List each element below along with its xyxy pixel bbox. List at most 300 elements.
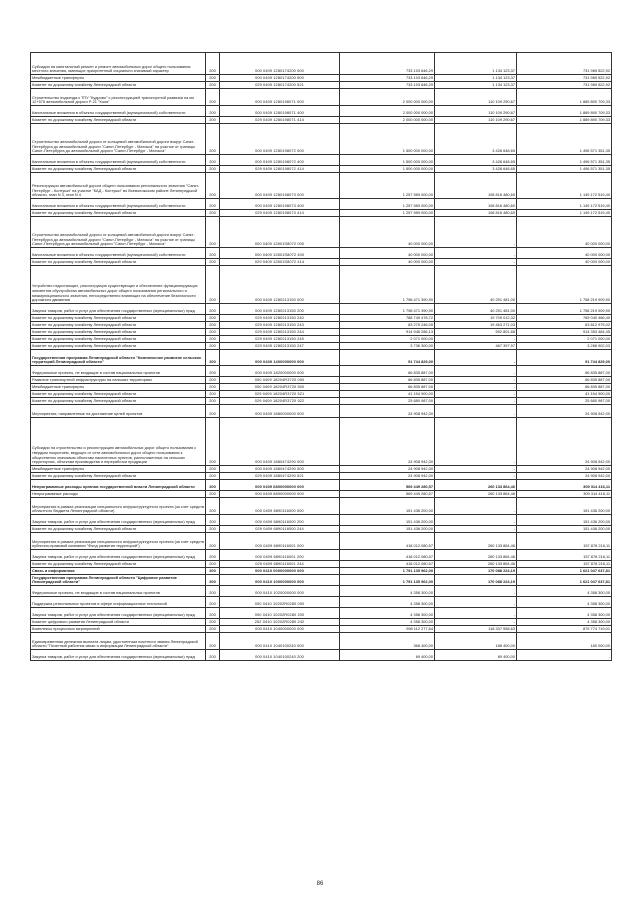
row-budget-code-cell: 029 0409 1280213150 247 xyxy=(220,343,340,350)
row-budget-code-cell: 029 0409 12801S8072 414 xyxy=(220,259,340,266)
table-row xyxy=(31,575,612,586)
row-name-cell: Поддержка региональных проектов в сфере информационных технологий xyxy=(31,597,206,608)
row-budget-code-cell: 029 0409 6890116000 244 xyxy=(220,526,340,533)
row-executed-cell: - xyxy=(435,498,517,515)
row-executed-cell: 260 133 864,46 xyxy=(435,561,517,568)
row-executed-cell: 3 428 648,65 xyxy=(435,124,517,155)
table-row xyxy=(31,498,612,515)
table-row xyxy=(31,619,612,626)
row-name-cell: Реконструкция автомобильной дороги общего пользования регионального значения "Санкт-Петербург - Колтуши" на участке "КАД - Колтуши" во Всеволожском районе Ленинградской области, этап N 3, этап N 4 xyxy=(31,173,206,199)
row-line-code-cell: 200 xyxy=(206,248,220,259)
row-line-code-cell: 200 xyxy=(206,533,220,550)
row-name-cell: Устройство недостающих, реконструкция существующих и обеспечение функционирующих элементов обустройства автомобильных дорог общего пользования регионального и межмуниципального значения, непосредственно влияющих на обеспечение безопасности дорожного движения xyxy=(31,266,206,304)
row-budget-code-cell: 000 0409 6890116000 000 xyxy=(220,498,340,515)
row-name-cell: Непрограммные расходы xyxy=(31,491,206,498)
row-budget-code-cell: 000 0409 1280198073 000 xyxy=(220,173,340,199)
row-approved-cell: 569 449 280,57 xyxy=(340,480,435,491)
row-unexecuted-cell: 25 680 987,00 xyxy=(517,398,612,405)
row-name-cell: Связь и информатика xyxy=(31,568,206,575)
row-executed-cell: 108 816 480,60 xyxy=(435,173,517,199)
row-executed-cell: 188 400,00 xyxy=(435,633,517,650)
row-budget-code-cell: 000 0410 1040000000 000 xyxy=(220,626,340,633)
row-name-cell: Субсидии на строительство и реконструкцию автомобильных дорог общего пользования с твердым покрытием, ведущих от сети автомобильных дорог общего пользования к общественно значимым объектам населенных пунктов, расположенных на сельских территориях, объектам производства и переработки продукции xyxy=(31,418,206,466)
row-name-cell: Федеральные проекты, не входящие в состав национальных проектов xyxy=(31,586,206,597)
row-name-cell: Закупка товаров, работ и услуг для обеспечения государственных (муниципальных) нужд xyxy=(31,515,206,526)
row-line-code-cell: 200 xyxy=(206,384,220,391)
row-executed-cell: - xyxy=(435,473,517,480)
row-name-cell: Мероприятия, направленные на достижение целей проектов xyxy=(31,405,206,418)
row-approved-cell: 24 908 942,00 xyxy=(340,418,435,466)
row-executed-cell: 3 428 648,65 xyxy=(435,155,517,166)
row-unexecuted-cell: 24 908 942,00 xyxy=(517,473,612,480)
row-unexecuted-cell: 879 774 719,01 xyxy=(517,626,612,633)
row-budget-code-cell: 029 0409 18204R3720 521 xyxy=(220,391,340,398)
table-row xyxy=(31,75,612,82)
row-unexecuted-cell: 24 908 942,00 xyxy=(517,418,612,466)
row-name-cell: Закупка товаров, работ и услуг для обеспечения государственных (муниципальных) нужд xyxy=(31,650,206,661)
row-executed-cell: - xyxy=(435,217,517,248)
row-name-cell: Мероприятия в рамках реализации специального инфраструктурного проекта (за счет средств публично-правовой компании "Фонд развития территорий") xyxy=(31,533,206,550)
row-name-cell: Капитальные вложения в объекты государственной (муниципальной) собственности xyxy=(31,248,206,259)
table-row xyxy=(31,466,612,473)
table-row xyxy=(31,391,612,398)
row-budget-code-cell: 000 0409 18204R3720 000 xyxy=(220,377,340,384)
row-name-cell: Закупка товаров, работ и услуг для обеспечения государственных (муниципальных) нужд xyxy=(31,304,206,315)
row-name-cell: Единовременная денежная выплата лицам, удостоенным почетного звания Ленинградской области "Почетный работник связи и информации Ленинградской области" xyxy=(31,633,206,650)
table-row xyxy=(31,322,612,329)
row-approved-cell: 40 000 000,00 xyxy=(340,259,435,266)
row-budget-code-cell: 029 0409 1280198073 414 xyxy=(220,210,340,217)
table-row xyxy=(31,473,612,480)
row-budget-code-cell: 000 0409 6800000000 000 xyxy=(220,480,340,491)
row-approved-cell: 40 000 000,00 xyxy=(340,248,435,259)
row-executed-cell: - xyxy=(435,377,517,384)
table-row xyxy=(31,550,612,561)
row-budget-code-cell: 029 0409 1280174200 521 xyxy=(220,82,340,89)
table-row xyxy=(31,650,612,661)
row-budget-code-cell: 000 0409 1880474290 000 xyxy=(220,418,340,466)
budget-execution-table xyxy=(30,52,612,661)
row-line-code-cell: 200 xyxy=(206,199,220,210)
row-line-code-cell: 200 xyxy=(206,561,220,568)
row-unexecuted-cell: 66 835 887,00 xyxy=(517,377,612,384)
row-name-cell: Комитет по дорожному хозяйству Ленинградской области xyxy=(31,117,206,124)
row-approved-cell: 69 400,00 xyxy=(340,650,435,661)
row-unexecuted-cell: 914 353 484,45 xyxy=(517,329,612,336)
row-executed-cell: - xyxy=(435,586,517,597)
row-name-cell: Развитие транспортной инфраструктуры на сельских территориях xyxy=(31,377,206,384)
row-line-code-cell: 200 xyxy=(206,350,220,366)
row-line-code-cell: 200 xyxy=(206,619,220,626)
row-unexecuted-cell: 1 889 890 709,33 xyxy=(517,106,612,117)
row-approved-cell: 418 012 080,57 xyxy=(340,561,435,568)
row-line-code-cell: 200 xyxy=(206,155,220,166)
row-executed-cell: 1 134 123,37 xyxy=(435,82,517,89)
row-unexecuted-cell: 66 835 887,00 xyxy=(517,384,612,391)
table-row xyxy=(31,561,612,568)
row-line-code-cell: 200 xyxy=(206,336,220,343)
row-line-code-cell: 200 xyxy=(206,266,220,304)
row-executed-cell: - xyxy=(435,466,517,473)
row-line-code-cell: 200 xyxy=(206,124,220,155)
row-budget-code-cell: 000 0409 1880000000 000 xyxy=(220,405,340,418)
row-line-code-cell: 200 xyxy=(206,608,220,619)
table-row xyxy=(31,350,612,366)
row-line-code-cell: 200 xyxy=(206,259,220,266)
row-approved-cell: 914 946 286,13 xyxy=(340,329,435,336)
row-approved-cell: 66 835 887,00 xyxy=(340,384,435,391)
row-name-cell: Государственная программа Ленинградской области "Цифровое развитие Ленинградской области" xyxy=(31,575,206,586)
table-row xyxy=(31,480,612,491)
row-name-cell: Капитальные вложения в объекты государственной (муниципальной) собственности xyxy=(31,199,206,210)
row-unexecuted-cell: 24 908 942,00 xyxy=(517,466,612,473)
row-line-code-cell: 200 xyxy=(206,329,220,336)
row-executed-cell: - xyxy=(435,384,517,391)
row-line-code-cell: 200 xyxy=(206,466,220,473)
row-name-cell: Комитет по дорожному хозяйству Ленинградской области xyxy=(31,336,206,343)
row-unexecuted-cell: 1 889 890 709,33 xyxy=(517,89,612,106)
row-name-cell: Субсидия на капитальный ремонт и ремонт автомобильных дорог общего пользования местного значения, имеющих приоритетный социально значимый характер xyxy=(31,53,206,75)
row-name-cell: Закупка товаров, работ и услуг для обеспечения государственных (муниципальных) нужд xyxy=(31,550,206,561)
row-approved-cell: 1 500 000 000,00 xyxy=(340,166,435,173)
row-budget-code-cell: 000 0409 1400000000 000 xyxy=(220,350,340,366)
row-executed-cell: 110 109 290,67 xyxy=(435,117,517,124)
row-executed-cell: - xyxy=(435,515,517,526)
row-executed-cell: - xyxy=(435,259,517,266)
budget-sheet xyxy=(30,52,611,661)
row-line-code-cell: 200 xyxy=(206,315,220,322)
row-name-cell: Комитет по дорожному хозяйству Ленинградской области xyxy=(31,526,206,533)
row-budget-code-cell: 000 0409 6890000000 000 xyxy=(220,491,340,498)
table-row xyxy=(31,248,612,259)
row-budget-code-cell: 000 0410 1040100240 000 xyxy=(220,633,340,650)
row-budget-code-cell: 029 0409 18204R3720 522 xyxy=(220,398,340,405)
row-executed-cell: 108 816 480,60 xyxy=(435,199,517,210)
row-unexecuted-cell: 1 496 571 351,35 xyxy=(517,155,612,166)
row-approved-cell: 733 103 646,29 xyxy=(340,82,435,89)
row-budget-code-cell: 000 0409 1280174200 000 xyxy=(220,53,340,75)
row-line-code-cell: 200 xyxy=(206,75,220,82)
row-executed-cell: 40 251 481,00 xyxy=(435,304,517,315)
row-executed-cell: - xyxy=(435,336,517,343)
row-unexecuted-cell: 2 071 000,00 xyxy=(517,336,612,343)
row-line-code-cell: 200 xyxy=(206,106,220,117)
row-line-code-cell: 200 xyxy=(206,343,220,350)
row-executed-cell: - xyxy=(435,608,517,619)
row-unexecuted-cell: 1 149 172 519,40 xyxy=(517,199,612,210)
row-approved-cell: 3 736 300,00 xyxy=(340,343,435,350)
row-unexecuted-cell: 63 812 975,02 xyxy=(517,322,612,329)
row-line-code-cell: 200 xyxy=(206,398,220,405)
row-approved-cell: 998 112 277,64 xyxy=(340,626,435,633)
row-approved-cell: 2 071 000,00 xyxy=(340,336,435,343)
row-approved-cell: 1 791 135 962,00 xyxy=(340,568,435,575)
row-name-cell: Межбюджетные трансферты xyxy=(31,75,206,82)
row-name-cell: Федеральные проекты, не входящие в состав национальных проектов xyxy=(31,366,206,377)
row-budget-code-cell: 000 0409 6890116001 200 xyxy=(220,550,340,561)
row-name-cell: Комитет по дорожному хозяйству Ленинградской области xyxy=(31,343,206,350)
row-budget-code-cell: 000 0409 1280198072 400 xyxy=(220,155,340,166)
row-approved-cell: 41 154 900,00 xyxy=(340,391,435,398)
row-approved-cell: 24 908 942,00 xyxy=(340,473,435,480)
table-row xyxy=(31,173,612,199)
row-budget-code-cell: 000 0410 0000000000 000 xyxy=(220,568,340,575)
row-line-code-cell: 200 xyxy=(206,89,220,106)
row-budget-code-cell: 000 0410 10202R0280 200 xyxy=(220,608,340,619)
row-name-cell: Межбюджетные трансферты xyxy=(31,384,206,391)
row-budget-code-cell: 029 0409 1280213150 243 xyxy=(220,322,340,329)
table-row xyxy=(31,259,612,266)
row-unexecuted-cell: 41 154 900,00 xyxy=(517,391,612,398)
row-line-code-cell: 200 xyxy=(206,405,220,418)
row-approved-cell: 151 436 200,00 xyxy=(340,515,435,526)
table-row xyxy=(31,217,612,248)
table-row xyxy=(31,89,612,106)
row-executed-cell: - xyxy=(435,350,517,366)
row-line-code-cell: 200 xyxy=(206,366,220,377)
row-executed-cell: - xyxy=(435,366,517,377)
row-unexecuted-cell: 40 000 000,00 xyxy=(517,248,612,259)
row-unexecuted-cell: 731 969 522,92 xyxy=(517,82,612,89)
row-approved-cell: 368 400,00 xyxy=(340,633,435,650)
row-line-code-cell: 200 xyxy=(206,626,220,633)
row-executed-cell: - xyxy=(435,405,517,418)
row-approved-cell: 569 449 280,57 xyxy=(340,491,435,498)
row-executed-cell: 260 133 864,46 xyxy=(435,480,517,491)
row-executed-cell: - xyxy=(435,619,517,626)
row-line-code-cell: 200 xyxy=(206,82,220,89)
row-unexecuted-cell: 1 149 172 519,40 xyxy=(517,210,612,217)
row-name-cell: Комплексы процессных мероприятий xyxy=(31,626,206,633)
row-line-code-cell: 200 xyxy=(206,633,220,650)
row-budget-code-cell: 000 0410 1020000000 000 xyxy=(220,586,340,597)
table-row xyxy=(31,597,612,608)
row-unexecuted-cell: 1 621 047 637,81 xyxy=(517,575,612,586)
row-executed-cell: 260 133 864,46 xyxy=(435,550,517,561)
row-line-code-cell: 200 xyxy=(206,117,220,124)
table-row xyxy=(31,398,612,405)
table-row xyxy=(31,53,612,75)
table-row xyxy=(31,515,612,526)
row-executed-cell: 1 134 123,37 xyxy=(435,75,517,82)
row-unexecuted-cell: 1 889 890 709,33 xyxy=(517,117,612,124)
row-budget-code-cell: 029 0409 6890116001 244 xyxy=(220,561,340,568)
row-name-cell: Комитет по дорожному хозяйству Ленинградской области xyxy=(31,259,206,266)
row-executed-cell: - xyxy=(435,526,517,533)
row-executed-cell: 260 133 864,46 xyxy=(435,491,517,498)
row-executed-cell: 19 463 271,03 xyxy=(435,322,517,329)
table-row xyxy=(31,533,612,550)
row-approved-cell: 1 798 471 390,90 xyxy=(340,304,435,315)
row-executed-cell: 170 088 224,19 xyxy=(435,568,517,575)
row-name-cell: Комитет цифрового развития Ленинградской области xyxy=(31,619,206,626)
table-row xyxy=(31,586,612,597)
row-budget-code-cell: 029 0409 1280213150 245 xyxy=(220,336,340,343)
table-body xyxy=(31,53,612,661)
row-name-cell: Комитет по дорожному хозяйству Ленинградской области xyxy=(31,210,206,217)
row-approved-cell: 83 275 246,05 xyxy=(340,322,435,329)
table-row xyxy=(31,377,612,384)
row-unexecuted-cell: 1 758 219 909,90 xyxy=(517,266,612,304)
row-unexecuted-cell: 731 969 522,92 xyxy=(517,75,612,82)
row-executed-cell: 260 133 864,46 xyxy=(435,533,517,550)
row-name-cell: Комитет по дорожному хозяйству Ленинградской области xyxy=(31,561,206,568)
row-approved-cell: 151 436 200,00 xyxy=(340,526,435,533)
row-line-code-cell: 200 xyxy=(206,217,220,248)
row-executed-cell: - xyxy=(435,597,517,608)
table-row xyxy=(31,336,612,343)
row-unexecuted-cell: 151 436 200,00 xyxy=(517,498,612,515)
row-budget-code-cell: 000 0410 1040100240 200 xyxy=(220,650,340,661)
row-line-code-cell: 200 xyxy=(206,575,220,586)
table-row xyxy=(31,568,612,575)
table-row xyxy=(31,155,612,166)
row-approved-cell: 151 436 200,00 xyxy=(340,498,435,515)
row-name-cell: Непрограммные расходы органов государственной власти Ленинградской области xyxy=(31,480,206,491)
row-budget-code-cell: 000 0409 1280198071 000 xyxy=(220,89,340,106)
row-line-code-cell: 200 xyxy=(206,377,220,384)
row-approved-cell: 733 103 646,29 xyxy=(340,75,435,82)
row-budget-code-cell: 000 0409 1280198071 400 xyxy=(220,106,340,117)
row-line-code-cell: 200 xyxy=(206,498,220,515)
row-executed-cell: 118 337 558,63 xyxy=(435,626,517,633)
row-approved-cell: 4 358 300,00 xyxy=(340,586,435,597)
row-approved-cell: 66 835 887,00 xyxy=(340,377,435,384)
row-approved-cell: 418 012 080,57 xyxy=(340,550,435,561)
row-name-cell: Закупка товаров, работ и услуг для обеспечения государственных (муниципальных) нужд xyxy=(31,608,206,619)
row-name-cell: Комитет по дорожному хозяйству Ленинградской области xyxy=(31,315,206,322)
table-row xyxy=(31,266,612,304)
row-budget-code-cell: 000 0409 1280213150 200 xyxy=(220,304,340,315)
table-row xyxy=(31,384,612,391)
row-approved-cell: 4 358 300,00 xyxy=(340,619,435,626)
row-unexecuted-cell: 769 040 466,40 xyxy=(517,315,612,322)
table-row xyxy=(31,491,612,498)
row-line-code-cell: 200 xyxy=(206,480,220,491)
table-row xyxy=(31,329,612,336)
row-line-code-cell: 200 xyxy=(206,491,220,498)
row-approved-cell: 25 680 987,00 xyxy=(340,398,435,405)
row-budget-code-cell: 000 0409 12801S8072 000 xyxy=(220,217,340,248)
row-budget-code-cell: 029 0409 1280198071 414 xyxy=(220,117,340,124)
row-unexecuted-cell: 309 314 416,11 xyxy=(517,480,612,491)
row-unexecuted-cell: 91 744 829,00 xyxy=(517,350,612,366)
row-name-cell: Строительство подъезда к ТПУ "Кудрово" с реконструкцией транспортной развязки на км 12+575 автомобильной дороги Р-21 "Кола" xyxy=(31,89,206,106)
table-row xyxy=(31,315,612,322)
row-name-cell: Капитальные вложения в объекты государственной (муниципальной) собственности xyxy=(31,155,206,166)
row-budget-code-cell: 000 0409 6890116001 000 xyxy=(220,533,340,550)
row-line-code-cell: 200 xyxy=(206,526,220,533)
row-unexecuted-cell: - xyxy=(517,650,612,661)
row-approved-cell: 418 012 080,57 xyxy=(340,533,435,550)
page-number: 86 xyxy=(316,881,324,887)
row-line-code-cell: 200 xyxy=(206,418,220,466)
row-name-cell: Комитет по дорожному хозяйству Ленинградской области xyxy=(31,82,206,89)
row-budget-code-cell: 000 0409 12801S8072 400 xyxy=(220,248,340,259)
row-executed-cell: - xyxy=(435,391,517,398)
row-budget-code-cell: 000 0409 1820000000 000 xyxy=(220,366,340,377)
row-approved-cell: 1 500 000 000,00 xyxy=(340,155,435,166)
row-line-code-cell: 200 xyxy=(206,173,220,199)
row-name-cell: Комитет по дорожному хозяйству Ленинградской области xyxy=(31,166,206,173)
row-unexecuted-cell: 157 878 216,11 xyxy=(517,561,612,568)
row-approved-cell: 1 257 989 000,00 xyxy=(340,173,435,199)
row-budget-code-cell: 000 0409 1880474290 500 xyxy=(220,466,340,473)
row-budget-code-cell: 000 0409 6890116000 200 xyxy=(220,515,340,526)
row-unexecuted-cell: 1 758 219 909,90 xyxy=(517,304,612,315)
row-approved-cell: 1 798 471 390,90 xyxy=(340,266,435,304)
row-line-code-cell: 200 xyxy=(206,473,220,480)
row-name-cell: Строительство автомобильной дороги от кольцевой автомобильной дороги вокруг Санкт-Петербурга до автомобильной дороги "Санкт-Петербург - Матокса" на участке от границы Санкт-Петербурга до автомобильной дороги "Санкт-Петербург - Матокса" xyxy=(31,217,206,248)
table-row xyxy=(31,608,612,619)
row-line-code-cell: 200 xyxy=(206,550,220,561)
row-executed-cell: 69 400,00 xyxy=(435,650,517,661)
row-budget-code-cell: 000 0409 1280213150 000 xyxy=(220,266,340,304)
row-approved-cell: 1 257 989 000,00 xyxy=(340,199,435,210)
row-executed-cell: - xyxy=(435,248,517,259)
row-line-code-cell: 200 xyxy=(206,391,220,398)
row-executed-cell: - xyxy=(435,398,517,405)
row-executed-cell: 170 088 224,19 xyxy=(435,575,517,586)
row-budget-code-cell: 029 0409 1280198072 414 xyxy=(220,166,340,173)
row-budget-code-cell: 000 0410 10202R0280 000 xyxy=(220,597,340,608)
row-line-code-cell: 200 xyxy=(206,166,220,173)
row-executed-cell: 592 801,68 xyxy=(435,329,517,336)
row-unexecuted-cell: 4 358 300,00 xyxy=(517,608,612,619)
row-name-cell: Мероприятия в рамках реализации специального инфраструктурного проекта (за счет средств областного бюджета Ленинградской области) xyxy=(31,498,206,515)
row-line-code-cell: 200 xyxy=(206,650,220,661)
row-name-cell: Строительство автомобильной дороги от кольцевой автомобильной дороги вокруг Санкт-Петербурга до автомобильной дороги "Санкт-Петербург - Матокса" на участке от границы Санкт-Петербурга до автомобильной дороги "Санкт-Петербург - Матокса" xyxy=(31,124,206,155)
row-line-code-cell: 200 xyxy=(206,210,220,217)
row-budget-code-cell: 029 0409 1880474290 521 xyxy=(220,473,340,480)
row-unexecuted-cell: 40 000 000,00 xyxy=(517,217,612,248)
row-approved-cell: 24 908 942,00 xyxy=(340,405,435,418)
table-row xyxy=(31,210,612,217)
row-executed-cell: 1 134 123,37 xyxy=(435,53,517,75)
row-budget-code-cell: 029 0409 1280213150 240 xyxy=(220,315,340,322)
table-row xyxy=(31,405,612,418)
row-unexecuted-cell: 157 878 216,11 xyxy=(517,533,612,550)
row-approved-cell: 4 358 300,00 xyxy=(340,597,435,608)
row-approved-cell: 1 500 000 000,00 xyxy=(340,124,435,155)
row-budget-code-cell: 000 0409 18204R3720 500 xyxy=(220,384,340,391)
row-line-code-cell: 200 xyxy=(206,53,220,75)
row-approved-cell: 91 744 829,00 xyxy=(340,350,435,366)
row-unexecuted-cell: 66 835 887,00 xyxy=(517,366,612,377)
row-unexecuted-cell: 151 436 200,00 xyxy=(517,515,612,526)
row-budget-code-cell: 000 0410 1000000000 000 xyxy=(220,575,340,586)
row-unexecuted-cell: 731 969 522,92 xyxy=(517,53,612,75)
row-budget-code-cell: 000 0409 1280198073 400 xyxy=(220,199,340,210)
row-name-cell: Комитет по дорожному хозяйству Ленинградской области xyxy=(31,398,206,405)
row-approved-cell: 2 000 000 000,00 xyxy=(340,106,435,117)
table-row xyxy=(31,526,612,533)
row-unexecuted-cell: 151 436 200,00 xyxy=(517,526,612,533)
row-executed-cell: - xyxy=(435,418,517,466)
row-unexecuted-cell: 4 358 300,00 xyxy=(517,586,612,597)
row-line-code-cell: 200 xyxy=(206,304,220,315)
row-budget-code-cell: 000 0409 1280174200 500 xyxy=(220,75,340,82)
table-row xyxy=(31,418,612,466)
table-row xyxy=(31,124,612,155)
row-approved-cell: 788 749 478,72 xyxy=(340,315,435,322)
row-name-cell: Государственная программа Ленинградской области "Комплексное развитие сельских территорий Ленинградской области" xyxy=(31,350,206,366)
row-unexecuted-cell: 180 000,00 xyxy=(517,633,612,650)
row-executed-cell: 3 428 648,65 xyxy=(435,166,517,173)
row-unexecuted-cell: 1 149 172 519,40 xyxy=(517,173,612,199)
row-approved-cell: 1 257 989 000,00 xyxy=(340,210,435,217)
row-approved-cell: 4 358 300,00 xyxy=(340,608,435,619)
